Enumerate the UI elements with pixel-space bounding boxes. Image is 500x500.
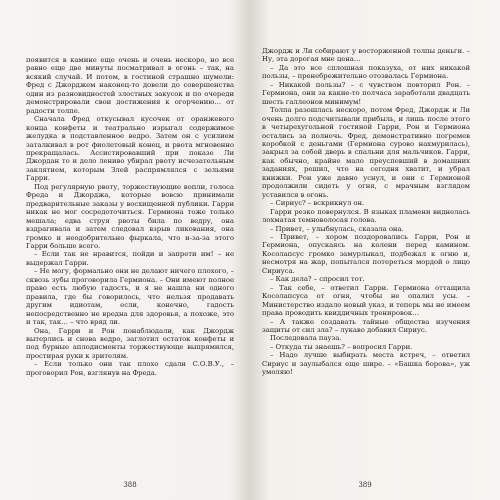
- left-paragraph-6: Она, Гарри и Рон понаблюдали, как Джордж вытерлись и снова ведро, заглотил остаток конфеты и под бурные аплодисменты торжествующе выпрямился, простирая руки к зрителям.: [26, 326, 234, 360]
- left-paragraph-2: Сначала Фред откусывал кусочек от оранжевого конца конфеты и театрально изрыгал содержимое желудка в подставленное ведро. Затем он с усилием заталкивал в рот фиолетовый конец, и рвота мгновенно прекращалась. Ассистировавший при показе Ли Джордан то и дело лениво убирал рвоту исчезательным заклятием, которым Злей распрямлялся с зельями Гарри.: [26, 115, 234, 183]
- right-paragraph-5: – Сириус? – вскрикнул он.: [270, 199, 365, 208]
- left-page-number: 388: [123, 481, 137, 489]
- right-paragraph-7: – Привет, – улыбнулась, сказала она.: [270, 224, 404, 233]
- left-paragraph-4: – Если так не нравится, пойди и запрети им! – не выдержал Гарри.: [26, 250, 234, 267]
- right-paragraph-8: – Привет, – хором поздоровались Гарри, Рон и Гермиона, опускаясь на колени перед камином. Косолапсус громко замурлыкал, подбежал к огню и, несмотря на жар, попытался потереться мордой о лицо Сириуса.: [262, 232, 470, 275]
- left-paragraph-7: – Если только они так плохо сдали С.О.В.У., – проговорил Рон, взглянув на Фреда.: [26, 360, 234, 377]
- right-paragraph-10: – Так себе, – ответил Гарри. Гермиона оттащила Косолапсуса от огня, чтобы не опалил усы. – Министерство издало новый указ, и теперь мы не имеем права проводить квиддичных тренировок…: [262, 283, 470, 318]
- right-page-number: 389: [358, 481, 372, 489]
- right-paragraph-3: – Никакой пользы? – с чувством повторил Рон. – Гермиона, они за какие-то полчаса заработали двадцать шесть галлеонов минимум!: [262, 80, 470, 106]
- right-page: [262, 47, 470, 467]
- left-page: [26, 56, 234, 476]
- right-paragraph-14: – Надо лучше выбирать места встреч, – ответил Сириус и заулыбался еще шире. – «Башка борова», уж умоляю!: [262, 351, 470, 377]
- right-paragraph-2: – Да это все сплошная показуха, от них никакой пользы, – пренебрежительно отозвалась Гермиона.: [262, 63, 470, 81]
- right-paragraph-11: – А также создавать тайные общества изучения защиты от сил зла? – лукаво добавил Сириус.: [262, 317, 470, 334]
- left-paragraph-3: Под регулярную рвоту, торжествующие вопли, голоса Фреда и Джорджа, которые вовсю принимали предварительные заказы у восхищенной публики. Гарри никак не мог сосредоточиться. Гермиона тоже только мешала; едва струя рвоты била по ведру, она вздрагивала и затем следовал взрыв ликования, она громко и неодобрительно фыркала, что и-за-за этого Гарри больше всего.: [26, 182, 234, 250]
- left-paragraph-5: – Не могу, формально они не делают ничего плохого, – сквозь зубы проговорила Гермиона. – Они имеют полное право есть любую гадость, и я не нашла ни одного правила, где бы говорилось, что нельзя продавать другим идиотам, если, конечно, гадость непосредственно не вредна для здоровья, а похоже, это и так, так… – что вряд ли.: [26, 267, 234, 327]
- right-paragraph-6: Гарри резко повернулся. В языках пламени виднелась лохматая темноволосая голова.: [262, 207, 470, 225]
- right-paragraph-9: – Как дела? – спросил тот.: [270, 275, 365, 284]
- right-paragraph-1: Джордж и Ли собирают у восторженной толпы деньги. – Ну, эта дорогая мне цена…: [262, 47, 470, 64]
- left-paragraph-1: появится в камине еще очень и очень нескоро, но все равно еще две минуты посматривал в огонь – так, на всякий случай. И потом, в гостиной страшно шумели: Фред с Джорджем наконец-то довели до совершенства один из разновидностей злостных закусок и по очереди демонстрировали свои достижения к огорчению… от радости толпе.: [26, 56, 234, 115]
- right-paragraph-13: – Откуда ты знаешь? – вопросил Гарри.: [270, 342, 413, 351]
- right-paragraph-12: Последовала пауза.: [270, 334, 342, 343]
- right-paragraph-4: Толпа разошлась нескоро, потом Фред, Джордж и Ли очень долго подсчитывали прибыль, и лишь после этого в четырехугольной гостиной Гарри, Рон и Гермиона остались за полночь. Фред, демонстративно погремев коробкой с деньгами (Гермиона сурово нахмурилась), закрыл за собой дверь в спальни для мальчиков. Гарри, как обычно, крайне мало преуспевший в домашних заданиях, решил, что на сегодня хватит, и убрал книжки. Рон уже давно уснул, и они с Гермионой продолжили сидеть у огня, с мрачным взглядом уставился в огонь.: [262, 106, 470, 199]
